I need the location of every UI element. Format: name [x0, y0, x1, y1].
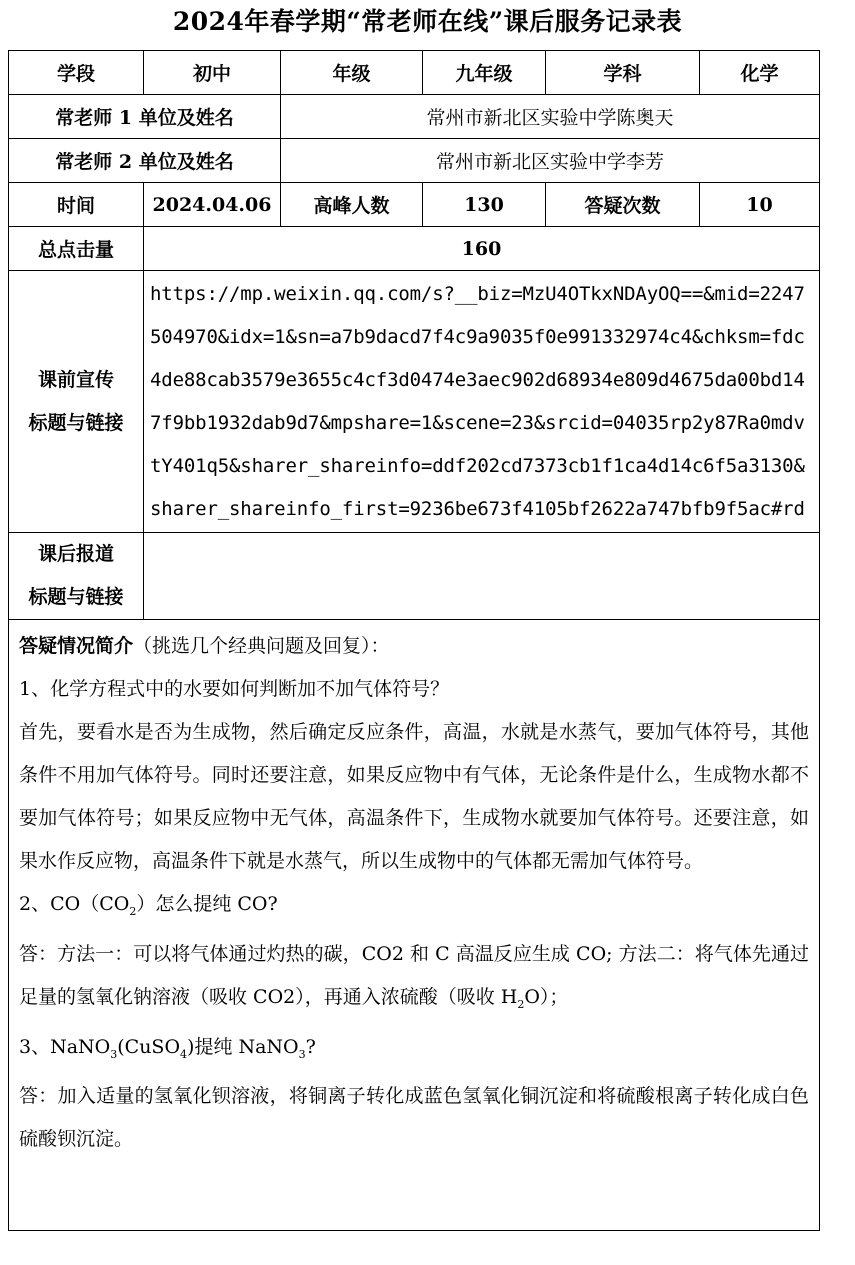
answer-3: 答：加入适量的氢氧化钡溶液，将铜离子转化成蓝色氢氧化铜沉淀和将硫酸根离子转化成白色硫酸钡沉淀。	[19, 1085, 809, 1151]
answer-2-sub: 2	[517, 997, 525, 1011]
question-2	[19, 883, 809, 933]
promo-link[interactable]: https://mp.weixin.qq.com/s?__biz=MzU4OTkxNDAyOQ==&mid=2247504970&idx=1&sn=a7b9dacd7f4c9a9035f0e991332974c4&chksm=fdc4de88cab3579e3655c4cf3d0474e3aec902d68934e809d4675da00bd147f9bb1932dab9d7&mpshare=1&scene=23&srcid=04035rp2y87Ra0mdvtY401q5&sharer_shareinfo=ddf202cd7373cb1f1ca4d14c6f5a3130&sharer_shareinfo_first=9236be673f4105bf2622a747bfb9f5ac#rd	[144, 271, 820, 533]
question-3-sub: 3	[110, 1047, 118, 1061]
question-3-part: )提纯 NaNO	[187, 1035, 299, 1058]
report-link	[144, 533, 820, 620]
subject-label: 学科	[546, 51, 700, 95]
grade-label: 年级	[281, 51, 423, 95]
report-row	[9, 533, 820, 620]
answer-count-value: 10	[700, 183, 820, 227]
teacher1-row	[9, 95, 820, 139]
question-3-part: (CuSO	[117, 1035, 181, 1058]
answer-1: 首先，要看水是否为生成物，然后确定反应条件，高温，水就是水蒸气，要加气体符号，其他条件不用加气体符号。同时还要注意，如果反应物中有气体，无论条件是什么，生成物水都不要加气体符号；如果反应物中无气体，高温条件下，生成物水就要加气体符号。还要注意，如果水作反应物，高温条件下就是水蒸气，所以生成物中的气体都无需加气体符号。	[19, 721, 809, 872]
teacher2-value: 常州市新北区实验中学李芳	[281, 139, 820, 183]
question-2-sub: 2	[129, 904, 137, 918]
form-title: 2024年春学期“常老师在线”课后服务记录表	[172, 7, 683, 36]
service-record-table	[8, 50, 820, 1231]
question-3	[19, 1026, 809, 1076]
question-3-sub: 3	[298, 1047, 306, 1061]
qa-summary	[9, 620, 820, 1231]
time-label: 时间	[9, 183, 144, 227]
report-label	[9, 533, 144, 620]
stage-label: 学段	[9, 51, 144, 95]
answer-count-label: 答疑次数	[546, 183, 700, 227]
teacher2-label: 常老师 2 单位及姓名	[9, 139, 281, 183]
qa-heading-bold: 答疑情况简介	[19, 635, 134, 657]
qa-heading	[19, 625, 809, 668]
qa-row	[9, 620, 820, 1231]
total-clicks-value: 160	[144, 227, 820, 271]
qa-heading-note: （挑选几个经典问题及回复）：	[133, 635, 390, 657]
teacher2-row	[9, 139, 820, 183]
report-label-line1: 课后报道	[37, 543, 114, 565]
report-label-line2: 标题与链接	[28, 586, 124, 608]
teacher1-label: 常老师 1 单位及姓名	[9, 95, 281, 139]
promo-label	[9, 271, 144, 533]
clicks-row	[9, 227, 820, 271]
stage-value: 初中	[144, 51, 281, 95]
total-clicks-label: 总点击量	[9, 227, 144, 271]
question-3-part: ?	[305, 1035, 316, 1058]
question-3-part: 3、NaNO	[19, 1035, 111, 1058]
question-3-sub: 4	[180, 1047, 188, 1061]
peak-count-value: 130	[423, 183, 546, 227]
subject-value: 化学	[700, 51, 820, 95]
answer-2	[19, 933, 809, 1026]
grade-value: 九年级	[423, 51, 546, 95]
stats-row	[9, 183, 820, 227]
promo-label-line1: 课前宣传	[37, 368, 114, 391]
answer-2-part: O）；	[524, 985, 569, 1008]
promo-label-line2: 标题与链接	[28, 411, 124, 434]
question-1: 1、化学方程式中的水要如何判断加不加气体符号？	[19, 678, 450, 700]
time-value: 2024.04.06	[144, 183, 281, 227]
info-row	[9, 51, 820, 95]
answer-2-part: 答：方法一：可以将气体通过灼热的碳，CO2 和 C 高温反应生成 CO; 方法二：将气体先通过足量的氢氧化钠溶液（吸收 CO2），再通入浓硫酸（吸收 H	[19, 942, 809, 1008]
question-2-part: 2、CO（CO	[19, 893, 130, 915]
teacher1-value: 常州市新北区实验中学陈奥天	[281, 95, 820, 139]
peak-count-label: 高峰人数	[281, 183, 423, 227]
question-2-part: ）怎么提纯 CO?	[136, 893, 278, 915]
promo-row	[9, 271, 820, 533]
